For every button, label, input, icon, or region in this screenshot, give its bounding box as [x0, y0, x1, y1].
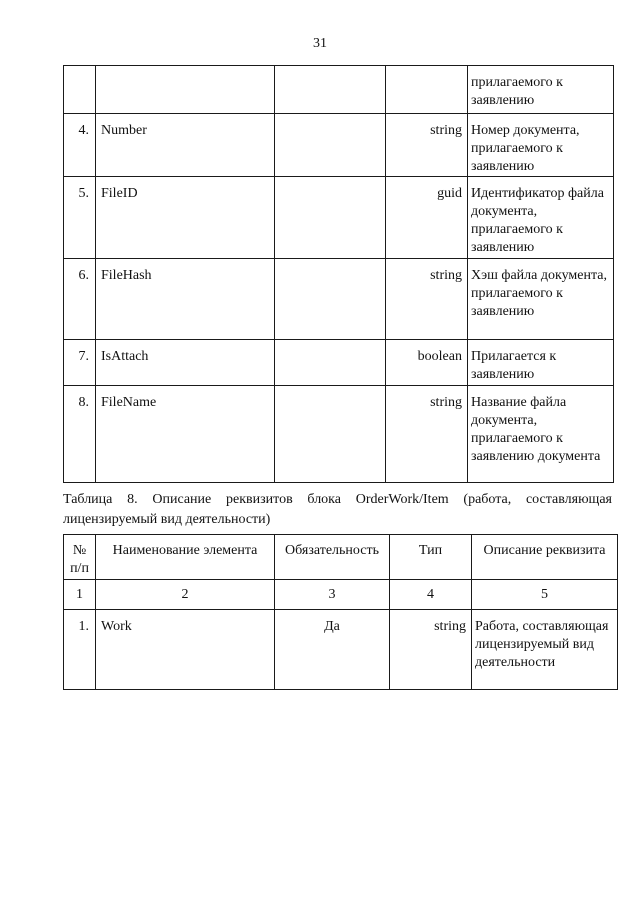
row-number [64, 66, 96, 114]
description-cell: Работа, составляющая лицензируемый вид деятельности [472, 610, 618, 690]
column-numbers-row [64, 580, 618, 610]
table-caption: Таблица 8. Описание реквизитов блока OrderWork/Item (работа, составляющая лицензируемый вид деятельности) [63, 492, 616, 527]
row-number: 7. [64, 340, 96, 386]
description-cell: Прилагается к заявлению [468, 340, 614, 386]
table-row [64, 610, 618, 690]
required-cell [275, 259, 386, 340]
table-row [64, 259, 614, 340]
type-cell [386, 66, 468, 114]
type-cell: boolean [386, 340, 468, 386]
required-cell [275, 66, 386, 114]
row-number: 8. [64, 386, 96, 483]
row-number: 6. [64, 259, 96, 340]
type-cell: guid [386, 177, 468, 259]
table-row [64, 177, 614, 259]
element-name: Number [96, 114, 275, 177]
element-name [96, 66, 275, 114]
header-description: Описание реквизита [472, 535, 618, 580]
column-number: 3 [275, 580, 390, 610]
table-row [64, 386, 614, 483]
description-cell: Название файла документа, прилагаемого к заявлению документа [468, 386, 614, 483]
row-number: 4. [64, 114, 96, 177]
column-number: 2 [96, 580, 275, 610]
type-cell: string [386, 114, 468, 177]
type-cell: string [386, 386, 468, 483]
type-cell: string [390, 610, 472, 690]
header-required: Обязательность [275, 535, 390, 580]
element-name: FileID [96, 177, 275, 259]
description-cell: Идентификатор файла документа, прилагаемого к заявлению [468, 177, 614, 259]
table-header-row [64, 535, 618, 580]
required-cell: Да [275, 610, 390, 690]
required-cell [275, 114, 386, 177]
description-cell: Номер документа, прилагаемого к заявлению [468, 114, 614, 177]
row-number: 5. [64, 177, 96, 259]
element-name: Work [96, 610, 275, 690]
element-name: IsAttach [96, 340, 275, 386]
description-cell: прилагаемого к заявлению [468, 66, 614, 114]
required-cell [275, 340, 386, 386]
column-number: 5 [472, 580, 618, 610]
attachments-table-continued [63, 65, 614, 483]
required-cell [275, 177, 386, 259]
table-row [64, 340, 614, 386]
header-element-name: Наименование элемента [96, 535, 275, 580]
element-name: FileHash [96, 259, 275, 340]
header-number: № п/п [64, 535, 96, 580]
order-work-item-table [63, 534, 618, 690]
table-row [64, 66, 614, 114]
table-row [64, 114, 614, 177]
header-type: Тип [390, 535, 472, 580]
column-number: 4 [390, 580, 472, 610]
column-number: 1 [64, 580, 96, 610]
type-cell: string [386, 259, 468, 340]
required-cell [275, 386, 386, 483]
description-cell: Хэш файла документа, прилагаемого к заявлению [468, 259, 614, 340]
element-name: FileName [96, 386, 275, 483]
row-number: 1. [64, 610, 96, 690]
page-number: 31 [313, 36, 327, 51]
